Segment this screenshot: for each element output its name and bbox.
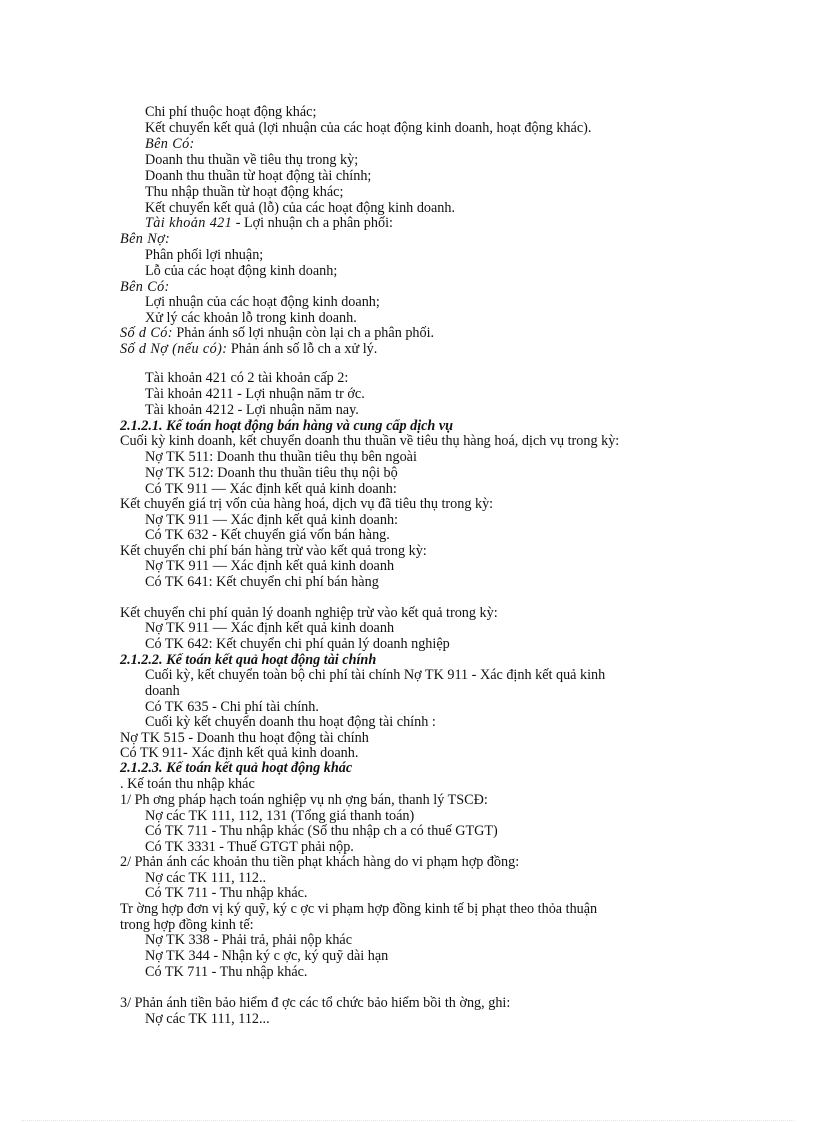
balance-line — [120, 341, 377, 357]
text-line: Nợ TK 911 — Xác định kết quả kinh doanh — [145, 558, 395, 574]
account-name: Tài khoản 421 — [145, 215, 233, 231]
text-line: Nợ TK 344 - Nhận ký c ợc, ký quỹ dài hạn — [145, 948, 389, 964]
text-line: Lợi nhuận của các hoạt động kinh doanh; — [145, 294, 380, 310]
section-heading: 2.1.2.1. Kế toán hoạt động bán hàng và cung cấp dịch vụ — [120, 418, 454, 434]
text-line: Xử lý các khoản lỗ trong kinh doanh. — [145, 310, 357, 326]
text-line: Kết chuyển kết quả (lợi nhuận của các hoạt động kinh doanh, hoạt động khác). — [145, 120, 592, 136]
text-line: Tài khoản 4212 - Lợi nhuận năm nay. — [145, 402, 359, 418]
text-line: Nợ TK 511: Doanh thu thuần tiêu thụ bên ngoài — [145, 449, 417, 465]
balance-line — [120, 325, 434, 341]
text-line: Kết chuyển giá trị vốn của hàng hoá, dịch vụ đã tiêu thụ trong kỳ: — [120, 496, 494, 512]
text-line: Có TK 711 - Thu nhập khác (Số thu nhập ch a có thuế GTGT) — [145, 823, 498, 839]
text-line: Có TK 641: Kết chuyển chi phí bán hàng — [145, 574, 379, 590]
text-line: 3/ Phản ánh tiền bảo hiểm đ ợc các tổ chức bảo hiểm bồi th ờng, ghi: — [120, 995, 511, 1011]
text-line: Kết chuyển chi phí bán hàng trừ vào kết quả trong kỳ: — [120, 543, 427, 559]
text-line: Tr ờng hợp đơn vị ký quỹ, ký c ợc vi phạm hợp đồng kinh tế bị phạt theo thỏa thuận — [120, 901, 598, 917]
text-line: Lỗ của các hoạt động kinh doanh; — [145, 263, 338, 279]
balance-desc: Phản ánh số lỗ ch a xử lý. — [227, 341, 378, 357]
text-line: trong hợp đồng kinh tế: — [120, 917, 254, 933]
text-line: Nợ TK 338 - Phải trả, phải nộp khác — [145, 932, 353, 948]
text-line: Nợ các TK 111, 112... — [145, 1011, 270, 1027]
account-side-label: Bên Có: — [120, 279, 170, 295]
account-heading — [145, 215, 393, 231]
text-line: Có TK 3331 - Thuế GTGT phải nộp. — [145, 839, 354, 855]
text-line: 1/ Ph ơng pháp hạch toán nghiệp vụ nh ợng bán, thanh lý TSCĐ: — [120, 792, 488, 808]
text-line: Nợ TK 515 - Doanh thu hoạt động tài chính — [120, 730, 369, 746]
text-line: Kết chuyển kết quả (lỗ) của các hoạt động kinh doanh. — [145, 200, 456, 216]
text-line: Có TK 642: Kết chuyển chi phí quản lý doanh nghiệp — [145, 636, 450, 652]
text-line: doanh — [145, 683, 180, 699]
text-line: Doanh thu thuần từ hoạt động tài chính; — [145, 168, 372, 184]
text-line: Có TK 911- Xác định kết quả kinh doanh. — [120, 745, 359, 761]
text-line: 2/ Phản ánh các khoản thu tiền phạt khách hàng do vi phạm hợp đồng: — [120, 854, 520, 870]
text-line: Chi phí thuộc hoạt động khác; — [145, 104, 317, 120]
text-line: Nợ TK 911 — Xác định kết quả kinh doanh: — [145, 512, 398, 528]
section-heading: 2.1.2.2. Kế toán kết quả hoạt động tài chính — [120, 652, 377, 668]
text-line: Nợ các TK 111, 112, 131 (Tổng giá thanh toán) — [145, 808, 415, 824]
text-line: Cuối kỳ, kết chuyển toàn bộ chi phí tài chính Nợ TK 911 - Xác định kết quả kinh — [145, 667, 606, 683]
text-line: Có TK 711 - Thu nhập khác. — [145, 885, 308, 901]
text-line: Nợ TK 512: Doanh thu thuần tiêu thụ nội bộ — [145, 465, 398, 481]
text-line: Phân phối lợi nhuận; — [145, 247, 264, 263]
balance-label: Số d Nợ (nếu có): — [120, 341, 228, 357]
text-line: Cuối kỳ kết chuyển doanh thu hoạt động tài chính : — [145, 714, 436, 730]
text-line: Nợ TK 911 — Xác định kết quả kinh doanh — [145, 620, 395, 636]
text-line: Có TK 632 - Kết chuyển giá vốn bán hàng. — [145, 527, 390, 543]
balance-label: Số d Có: — [120, 325, 173, 341]
account-side-label: Bên Nợ: — [120, 231, 171, 247]
balance-desc: Phản ánh số lợi nhuận còn lại ch a phân phối. — [172, 325, 435, 341]
text-line: . Kế toán thu nhập khác — [120, 776, 255, 792]
text-line: Tài khoản 4211 - Lợi nhuận năm tr ớc. — [145, 386, 365, 402]
page-bottom-rule — [22, 1120, 794, 1121]
text-line: Kết chuyển chi phí quản lý doanh nghiệp trừ vào kết quả trong kỳ: — [120, 605, 498, 621]
text-line: Thu nhập thuần từ hoạt động khác; — [145, 184, 344, 200]
account-side-label: Bên Có: — [145, 136, 195, 152]
section-heading: 2.1.2.3. Kế toán kết quả hoạt động khác — [120, 760, 353, 776]
account-desc: - Lợi nhuận ch a phân phối: — [232, 215, 393, 231]
text-line: Có TK 711 - Thu nhập khác. — [145, 964, 308, 980]
text-line: Tài khoản 421 có 2 tài khoản cấp 2: — [145, 370, 349, 386]
text-line: Nợ các TK 111, 112.. — [145, 870, 267, 886]
text-line: Cuối kỳ kinh doanh, kết chuyển doanh thu thuần về tiêu thụ hàng hoá, dịch vụ trong kỳ: — [120, 433, 620, 449]
text-line: Doanh thu thuần về tiêu thụ trong kỳ; — [145, 152, 359, 168]
text-line: Có TK 911 — Xác định kết quả kinh doanh: — [145, 481, 397, 497]
text-line: Có TK 635 - Chi phí tài chính. — [145, 699, 319, 715]
